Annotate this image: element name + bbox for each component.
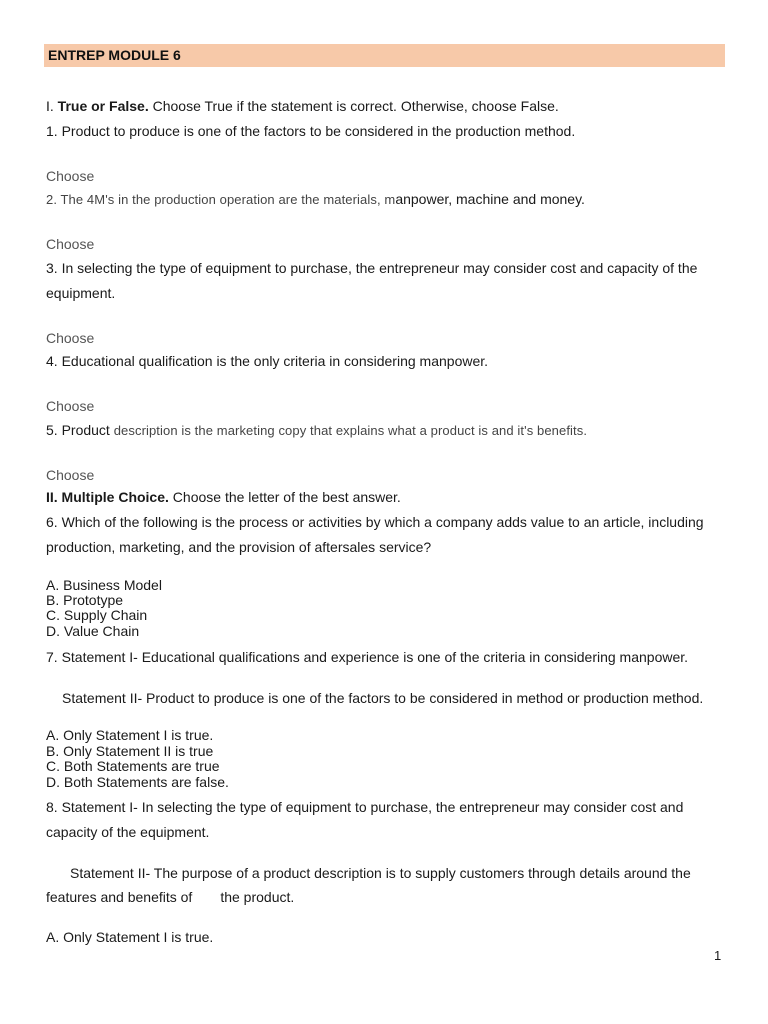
section-1-title: True or False. xyxy=(57,98,149,114)
choose-dropdown-3[interactable]: Choose xyxy=(46,330,95,346)
question-7-option-b[interactable]: B. Only Statement II is true xyxy=(46,743,214,759)
section-2-title: II. Multiple Choice. xyxy=(46,489,169,505)
question-7-option-c[interactable]: C. Both Statements are true xyxy=(46,758,220,774)
question-6-line-1: 6. Which of the following is the process or activities by which a company adds value to an article, including xyxy=(46,514,704,530)
choose-dropdown-2[interactable]: Choose xyxy=(46,236,95,252)
question-8-option-a[interactable]: A. Only Statement I is true. xyxy=(46,929,214,945)
question-5 xyxy=(46,421,587,440)
module-title: ENTREP MODULE 6 xyxy=(44,44,725,67)
choose-dropdown-1[interactable]: Choose xyxy=(46,168,95,184)
question-8-statement-2-line-2 xyxy=(46,888,294,906)
question-2-part-a: 2. The 4M's in the production operation are the materials, m xyxy=(46,192,396,207)
question-7-option-a[interactable]: A. Only Statement I is true. xyxy=(46,727,214,743)
question-2-part-b: anpower, machine and money. xyxy=(395,191,585,207)
page-number: 1 xyxy=(714,948,722,963)
question-3-line-2: equipment. xyxy=(46,285,116,301)
section-1-instruction: Choose True if the statement is correct. Otherwise, choose False. xyxy=(152,98,559,114)
question-7-statement-2: Statement II- Product to produce is one of the factors to be considered in method or production method. xyxy=(62,690,704,706)
question-8-statement-1-line-1: 8. Statement I- In selecting the type of equipment to purchase, the entrepreneur may consider cost and xyxy=(46,799,684,815)
section-1-heading xyxy=(46,97,559,115)
question-8-statement-1-line-2: capacity of the equipment. xyxy=(46,824,210,840)
question-1: 1. Product to produce is one of the factors to be considered in the production method. xyxy=(46,123,576,139)
question-6-line-2: production, marketing, and the provision of aftersales service? xyxy=(46,539,432,555)
choose-dropdown-4[interactable]: Choose xyxy=(46,398,95,414)
question-8-statement-2-line-1: Statement II- The purpose of a product description is to supply customers through details around the xyxy=(70,865,691,881)
question-7-option-d[interactable]: D. Both Statements are false. xyxy=(46,774,229,790)
question-8-statement-2-part-b: the product. xyxy=(220,889,295,905)
question-5-part-b: description is the marketing copy that explains what a product is and it's benefits. xyxy=(113,423,588,438)
question-7-statement-1: 7. Statement I- Educational qualifications and experience is one of the criteria in considering manpower. xyxy=(46,649,689,665)
question-2 xyxy=(46,190,585,209)
choose-dropdown-5[interactable]: Choose xyxy=(46,467,95,483)
question-4: 4. Educational qualification is the only criteria in considering manpower. xyxy=(46,353,489,369)
question-6-option-d[interactable]: D. Value Chain xyxy=(46,623,140,639)
question-6-option-a[interactable]: A. Business Model xyxy=(46,577,162,593)
section-1-roman: I. xyxy=(46,98,54,114)
section-2-instruction: Choose the letter of the best answer. xyxy=(172,489,401,505)
question-8-statement-2-part-a: features and benefits of xyxy=(46,889,193,905)
question-5-part-a: 5. Product xyxy=(46,422,114,438)
question-6-option-b[interactable]: B. Prototype xyxy=(46,592,124,608)
question-3-line-1: 3. In selecting the type of equipment to purchase, the entrepreneur may consider cost and capacity of the xyxy=(46,260,698,276)
question-6-option-c[interactable]: C. Supply Chain xyxy=(46,607,148,623)
section-2-heading xyxy=(46,488,401,506)
